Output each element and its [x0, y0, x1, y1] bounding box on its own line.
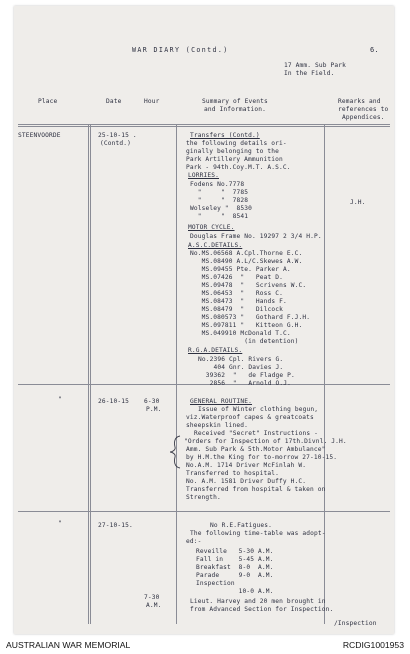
- column-remarks-2: references to: [338, 106, 389, 113]
- entry-line: Strength.: [186, 494, 221, 501]
- column-divider-place-double: [90, 124, 91, 624]
- entry-hour: 6-30: [144, 398, 160, 405]
- lorry-item: " " 7785: [190, 189, 249, 196]
- entry-hour: 7-30: [144, 594, 160, 601]
- asc-detail: MS.08479 " Dilcock: [190, 306, 284, 313]
- diary-title: WAR DIARY (Contd.): [132, 46, 229, 54]
- entry-heading: No R.E.Fatigues.: [210, 522, 273, 529]
- entry-line: Park - 94th.Coy.M.T. A.S.C.: [186, 164, 291, 171]
- diary-sheet: [14, 6, 394, 634]
- footer-reference: RCDIG1001953: [342, 640, 404, 650]
- rga-detail: 39362 " de Fladge P.: [198, 372, 295, 379]
- timetable-row: 10-0 A.M.: [196, 588, 274, 595]
- entry-line: Transferred to hospital.: [186, 470, 280, 477]
- entry-line: Park Artillery Ammunition: [186, 156, 283, 163]
- entry-hour-suffix: A.M.: [146, 602, 162, 609]
- motor-cycle-item: Douglas Frame No. 19297 2 3/4 H.P.: [190, 233, 322, 240]
- continuation-note: /Inspection: [334, 620, 377, 627]
- column-date: Date: [106, 98, 122, 105]
- lorry-item: Fodens No.7778: [190, 181, 245, 188]
- archive-footer: [0, 638, 410, 654]
- timetable-row: Inspection: [196, 580, 235, 587]
- asc-detail: MS.097811 " Kitteon G.H.: [190, 322, 303, 329]
- entry-line: viz.Waterproof capes & greatcoats: [186, 414, 314, 421]
- lorry-item: Wolseley " 8530: [190, 205, 253, 212]
- column-summary-2: and Information.: [204, 106, 267, 113]
- entry-place-ditto: ": [58, 396, 62, 403]
- remark-initials: J.H.: [350, 199, 366, 206]
- entry-date: 25-10-15 .: [98, 132, 137, 139]
- asc-detail: MS.080573 " Gothard F.J.H.: [190, 314, 311, 321]
- asc-detail: (in detention): [190, 338, 299, 345]
- asc-detail: MS.07426 " Peat D.: [190, 274, 284, 281]
- column-divider-remarks: [324, 124, 325, 624]
- section-heading-lorries: LORRIES.: [188, 172, 220, 179]
- entry-line: "Orders for Inspection of 17th.Divnl. J.H.: [184, 438, 347, 445]
- asc-detail: MS.09455 Pte. Parker A.: [190, 266, 291, 273]
- entry-line: Issue of Winter clothing begun,: [198, 406, 319, 413]
- timetable-row: Breakfast 8-0 A.M.: [196, 564, 274, 571]
- lorry-item: " " 7828: [190, 197, 249, 204]
- entry-line: Received "Secret" Instructions -: [194, 430, 319, 437]
- section-heading-asc: A.S.C.DETAILS.: [188, 242, 243, 249]
- column-divider-place: [88, 124, 89, 624]
- asc-detail: No.MS.06568 A.Cpl.Thorne E.C.: [190, 250, 303, 257]
- entry-line: ginally belonging to the: [186, 148, 280, 155]
- asc-detail: MS.09478 " Scrivens W.C.: [190, 282, 307, 289]
- brace-mark: [168, 435, 184, 469]
- header-rule-double: [18, 126, 390, 127]
- entry-line: by H.M.the King for to-morrow 27-10-15.: [186, 454, 338, 461]
- asc-detail: MS.049910 McDonald T.C.: [190, 330, 291, 337]
- entry-divider-2: [18, 511, 390, 512]
- entry-place: STEENVOORDE: [18, 132, 61, 139]
- unit-name: 17 Amm. Sub Park: [284, 62, 347, 69]
- timetable-row: Fall in 5-45 A.M.: [196, 556, 274, 563]
- section-heading-motor-cycle: MOTOR CYCLE.: [188, 224, 235, 231]
- column-remarks-3: Appendices.: [342, 114, 385, 121]
- timetable-row: Reveille 5-30 A.M.: [196, 548, 274, 555]
- rga-detail: No.2396 Cpl. Rivers G.: [198, 356, 284, 363]
- entry-date-contd: (Contd.): [100, 140, 132, 147]
- section-heading-rga: R.G.A.DETAILS.: [188, 347, 243, 354]
- entry-date: 27-10-15.: [98, 522, 133, 529]
- header-rule: [18, 124, 390, 125]
- entry-line: No. A.M. 1581 Driver Duffy H.C.: [186, 478, 307, 485]
- page-number: 6.: [370, 46, 379, 54]
- rga-detail: 2856 " Arnold O.J.: [198, 380, 292, 387]
- entry-line: from Advanced Section for Inspection.: [190, 606, 334, 613]
- column-divider-summary: [176, 124, 177, 624]
- timetable-row: Parade 9-0 A.M.: [196, 572, 274, 579]
- lorry-item: " " 8541: [190, 213, 249, 220]
- entry-heading: GENERAL ROUTINE.: [190, 398, 253, 405]
- column-place: Place: [38, 98, 58, 105]
- entry-heading: Transfers (Contd.): [190, 132, 260, 139]
- entry-line: the following details ori-: [186, 140, 287, 147]
- entry-line: Amm. Sub Park & 5th.Motor Ambulance": [186, 446, 326, 453]
- entry-date: 26-10-15: [98, 398, 130, 405]
- entry-place-ditto: ": [58, 520, 62, 527]
- asc-detail: MS.08473 " Hands F.: [190, 298, 287, 305]
- asc-detail: MS.08490 A.L/C.Skewes A.W.: [190, 258, 303, 265]
- entry-line: The following time-table was adopt-: [190, 530, 326, 537]
- unit-location: In the Field.: [284, 70, 335, 77]
- entry-line: sheepskin lined.: [186, 422, 249, 429]
- entry-line: Lieut. Harvey and 20 men brought in: [190, 598, 326, 605]
- asc-detail: MS.06453 " Ross C.: [190, 290, 284, 297]
- column-hour: Hour: [144, 98, 160, 105]
- rga-detail: 404 Gnr. Davies J.: [198, 364, 284, 371]
- column-summary: Summary of Events: [202, 98, 268, 105]
- entry-line: No.A.M. 1714 Driver McFinlah W.: [186, 462, 307, 469]
- entry-line: Transferred from hospital & taken on: [186, 486, 326, 493]
- entry-hour-suffix: P.M.: [146, 406, 162, 413]
- column-remarks: Remarks and: [338, 98, 381, 105]
- entry-line: ed:-: [186, 538, 202, 545]
- footer-credit: AUSTRALIAN WAR MEMORIAL: [6, 640, 131, 650]
